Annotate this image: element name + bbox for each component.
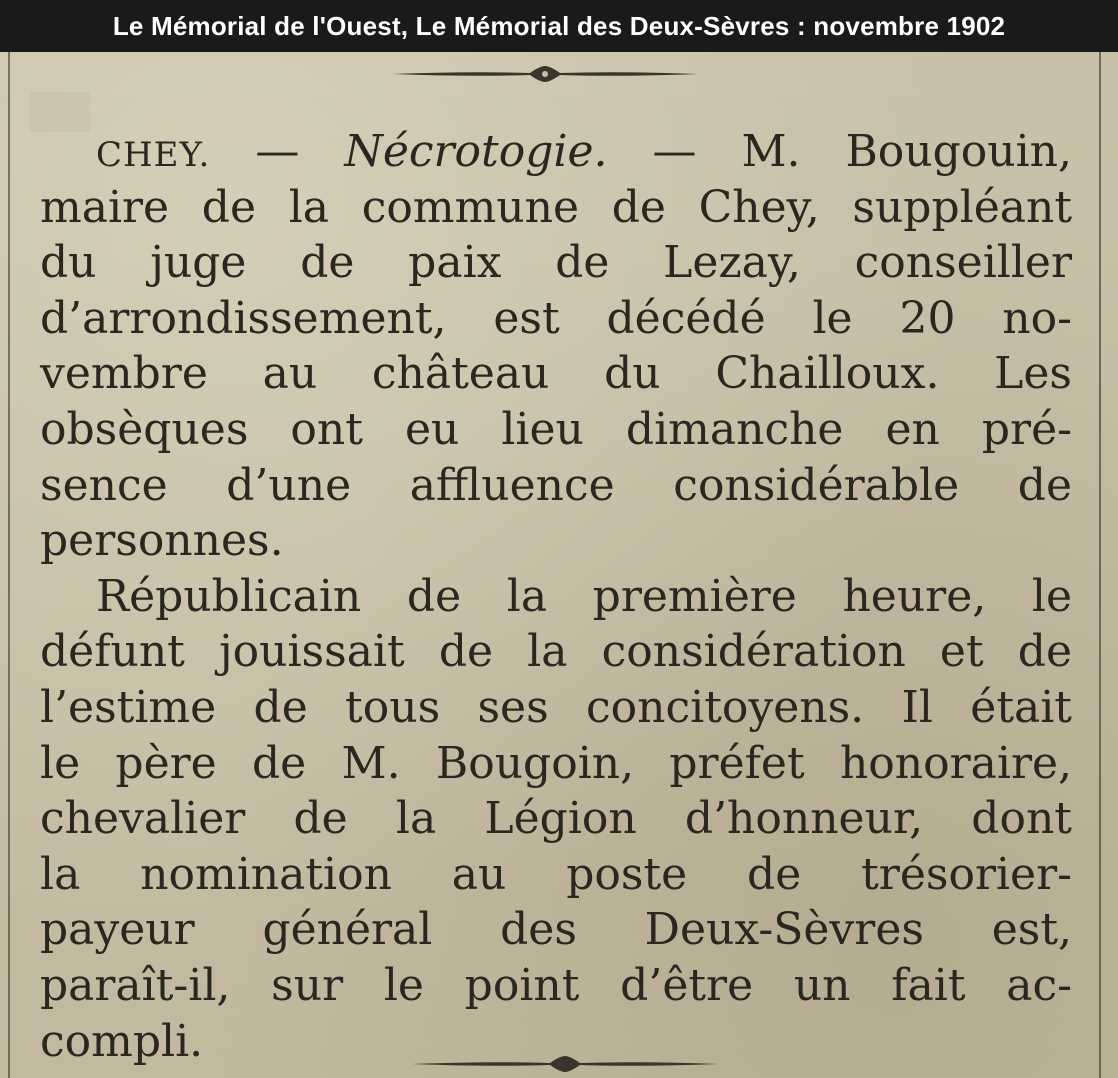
bottom-ornament-rule xyxy=(410,1052,720,1076)
article-line: l’estime de tous ses concitoyens. Il était xyxy=(40,681,1072,733)
article-line: vembre au château du Chailloux. Les xyxy=(40,348,1072,400)
article-line: d’arrondissement, est décédé le 20 no- xyxy=(40,292,1072,344)
top-ornament-rule xyxy=(390,62,700,86)
article-line: Républicain de la première heure, le xyxy=(96,570,1072,622)
article-line: payeur général des Deux-Sèvres est, xyxy=(40,904,1072,956)
article-line: compli. xyxy=(40,1015,204,1067)
article-line-1: CHEY. — Nécrotogie. — M. Bougouin, xyxy=(96,126,1073,177)
article-line: chevalier de la Légion d’honneur, dont xyxy=(40,793,1072,845)
article-line: maire de la commune de Chey, suppléant xyxy=(40,181,1072,233)
column-rule-left xyxy=(8,52,10,1078)
necrology-article xyxy=(40,124,1072,1069)
article-line: personnes. xyxy=(40,515,284,567)
article-line: paraît-il, sur le point d’être un fait ac- xyxy=(40,959,1072,1011)
newspaper-clipping xyxy=(0,52,1118,1078)
place-name: CHEY. xyxy=(96,135,211,175)
article-line: la nomination au poste de trésorier- xyxy=(40,848,1072,900)
column-rule-right xyxy=(1099,52,1101,1078)
article-line: obsèques ont eu lieu dimanche en pré- xyxy=(40,403,1072,455)
caption-bar xyxy=(0,0,1118,52)
article-line: sence d’une affluence considérable de xyxy=(40,459,1072,511)
article-line: défunt jouissait de la considération et de xyxy=(40,626,1072,678)
article-line: le père de M. Bougoin, préfet honoraire, xyxy=(40,737,1072,789)
article-line: du juge de paix de Lezay, conseiller xyxy=(40,237,1072,289)
caption-title: Le Mémorial de l'Ouest, Le Mémorial des Deux-Sèvres : novembre 1902 xyxy=(112,10,1006,41)
rubric-title: Nécrotogie. xyxy=(344,126,608,177)
